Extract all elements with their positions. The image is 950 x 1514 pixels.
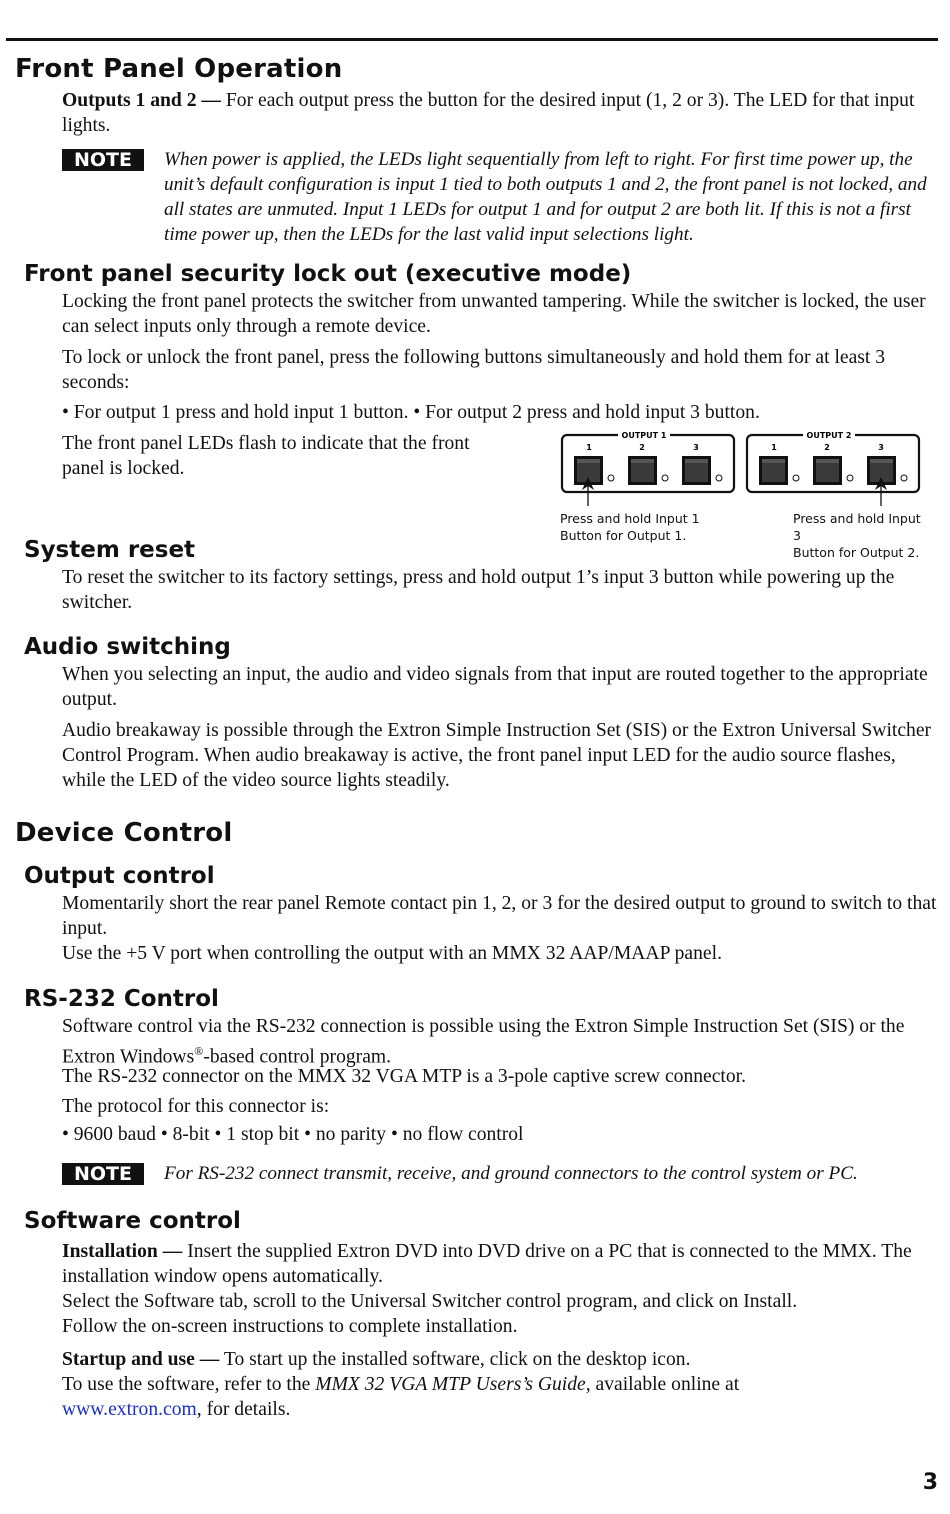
output-2-led-2 [847,475,853,481]
install-text: Insert the supplied Extron DVD into DVD drive on a PC that is connected to the MMX. The installation window opens automatically. [62,1241,912,1287]
output-1-label: OUTPUT 1 [621,431,667,440]
output-2-input-1-button [759,456,788,485]
caption-right [793,510,930,561]
rs232-p1-a: Software control via the RS-232 connection is possible using the Extron Simple Instruction Set (SIS) or the Extron Windows [62,1016,905,1068]
caption-left [560,510,700,544]
startup-label: Startup and use — [62,1349,220,1370]
rs232-note-text: For RS-232 connect transmit, receive, and ground connectors to the control system or PC. [164,1163,858,1184]
users-guide-title: MMX 32 VGA MTP Users’s Guide [315,1374,586,1395]
install-label: Installation — [62,1241,183,1262]
rs232-paragraph-3: The protocol for this connector is: [62,1096,330,1117]
output-1-button-label-1: 1 [586,443,592,452]
section-title-device-control: Device Control [15,818,233,848]
subsection-title-software: Software control [24,1208,241,1234]
caption-left-line-1: Press and hold Input 1 [560,511,700,526]
output-1-led-1 [608,475,614,481]
output-control-paragraph-1: Momentarily short the rear panel Remote contact pin 1, 2, or 3 for the desired output to ground to switch to that input. [62,893,937,939]
audio-paragraph-1: When you selecting an input, the audio and video signals from that input are routed together to the appropriate output. [62,664,928,710]
rs232-p1-b: -based control program. [203,1046,392,1068]
output-1-input-3-button [682,456,711,485]
subsection-title-rs232: RS-232 Control [24,986,219,1012]
subsection-title-system-reset: System reset [24,537,196,563]
output-2-input-2-button [813,456,842,485]
lockout-bullets: • For output 1 press and hold input 1 button. • For output 2 press and hold input 3 button. [62,402,760,423]
software-install-p3: Follow the on-screen instructions to complete installation. [62,1316,518,1337]
section-title-front-panel: Front Panel Operation [15,54,343,84]
output-1-button-label-3: 3 [693,443,699,452]
lockout-paragraph-2: To lock or unlock the front panel, press the following buttons simultaneously and hold them for at least 3 seconds: [62,347,886,393]
output-2-label: OUTPUT 2 [806,431,852,440]
outputs-text: For each output press the button for the desired input (1, 2 or 3). The LED for that input lights. [62,90,915,136]
rs232-paragraph-2: The RS-232 connector on the MMX 32 VGA MTP is a 3-pole captive screw connector. [62,1066,747,1087]
subsection-title-output-control: Output control [24,863,215,889]
caption-left-line-2: Button for Output 1. [560,528,687,543]
output-2-led-3 [901,475,907,481]
startup-text: To start up the installed software, click on the desktop icon. [219,1349,691,1370]
rs232-protocol: • 9600 baud • 8-bit • 1 stop bit • no parity • no flow control [62,1124,524,1145]
note-text: When power is applied, the LEDs light sequentially from left to right. For first time power up, the unit’s default configuration is input 1 tied to both outputs 1 and 2, the front panel is not locked, and all states are unmuted. Input 1 LEDs for output 1 and for output 2 are both lit. If this is not a first time power up, then the LEDs for the last valid input selections light. [164,149,927,245]
output-2-button-label-3: 3 [878,443,884,452]
header-rule [6,38,938,41]
caption-right-line-2: Button for Output 2. [793,545,920,560]
rs232-note-badge: NOTE [62,1163,144,1185]
output-2-button-label-1: 1 [771,443,777,452]
page-number: 3 [922,1470,938,1495]
lockout-paragraph-3: The front panel LEDs flash to indicate that the front panel is locked. [62,433,470,479]
rs232-paragraph-1 [62,1014,937,1070]
system-reset-text: To reset the switcher to its factory settings, press and hold output 1’s input 3 button while powering up the switcher. [62,567,895,613]
caption-right-line-1: Press and hold Input 3 [793,511,921,543]
refer-text-a: To use the software, refer to the [62,1374,316,1395]
outputs-label: Outputs 1 and 2 — [62,90,221,111]
software-install-p2: Select the Software tab, scroll to the Universal Switcher control program, and click on Install. [62,1291,798,1312]
lockout-paragraph-1: Locking the front panel protects the switcher from unwanted tampering. While the switcher is locked, the user can select inputs only through a remote device. [62,291,926,337]
output-1-button-label-2: 2 [639,443,645,452]
output-1-led-3 [716,475,722,481]
refer-text-b: , available online at [585,1374,740,1395]
output-2-button-label-2: 2 [824,443,830,452]
output-1-input-2-button [628,456,657,485]
outputs-paragraph [62,88,937,138]
front-panel-diagram [558,428,930,560]
software-refer-paragraph [62,1372,937,1422]
output-control-paragraph-2: Use the +5 V port when controlling the output with an MMX 32 AAP/MAAP panel. [62,943,722,964]
output-2-led-1 [793,475,799,481]
refer-text-c: , for details. [196,1399,291,1420]
software-install-paragraph [62,1239,937,1289]
note-badge: NOTE [62,149,144,171]
output-1-led-2 [662,475,668,481]
front-panel-svg [558,428,930,508]
subsection-title-lockout: Front panel security lock out (executive mode) [24,261,632,287]
subsection-title-audio: Audio switching [24,634,231,660]
output-2-panel [747,430,919,492]
registered-mark: ® [194,1044,204,1058]
audio-paragraph-2: Audio breakaway is possible through the Extron Simple Instruction Set (SIS) or the Extron Universal Switcher Control Program. When audio breakaway is active, the front panel input LED for the audio source flashes, while the LED of the video source lights steadily. [62,720,932,791]
extron-website-link[interactable]: www.extron.com [62,1399,197,1420]
software-startup-paragraph [62,1347,937,1372]
